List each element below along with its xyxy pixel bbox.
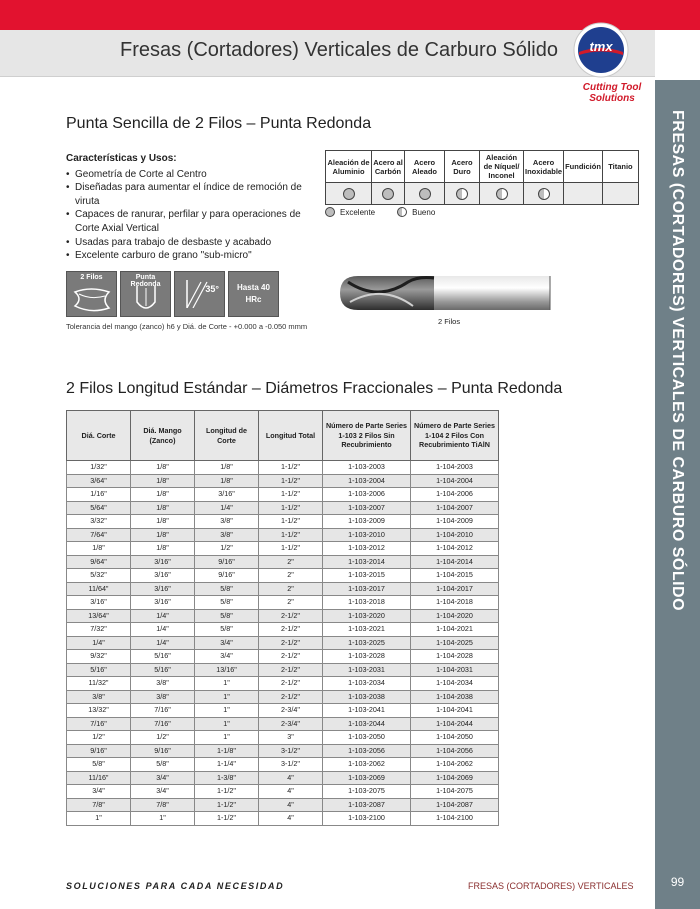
table-cell: 1/4" [131,636,195,650]
table-cell: 3/16" [195,488,259,502]
helix-angle-icon [174,271,225,317]
table-cell: 1/8" [131,461,195,475]
table-cell: 2-1/2" [259,650,323,664]
table-row [67,704,499,718]
feature-item: • Diseñadas para aumentar el índice de remoción de viruta [66,181,326,208]
table-cell: 13/16" [195,663,259,677]
table-cell: 1-104-2012 [411,542,499,556]
material-rating-cell [480,183,524,205]
table-cell: 1-1/4" [195,758,259,772]
page-number: 99 [670,875,685,889]
table-cell: 1-104-2010 [411,528,499,542]
table-cell: 3" [259,731,323,745]
excellent-dot-icon [419,188,431,200]
table-cell: 1-1/2" [259,474,323,488]
feature-item: • Geometría de Corte al Centro [66,168,326,182]
table-cell: 1-104-2014 [411,555,499,569]
material-header: Acero al Carbón [372,151,405,183]
table-cell: 5/64" [67,501,131,515]
table-cell: 5/8" [195,582,259,596]
table-cell: 1/16" [67,488,131,502]
table-cell: 1/8" [131,528,195,542]
features-list [66,168,326,263]
table-cell: 1/2" [131,731,195,745]
table-cell: 9/16" [195,555,259,569]
table-cell: 1-103-2007 [323,501,411,515]
feature-item: • Excelente carburo de grano "sub-micro" [66,249,326,263]
table-cell: 2-1/2" [259,663,323,677]
table-cell: 5/8" [195,623,259,637]
table-row [67,461,499,475]
table-row [67,758,499,772]
table-cell: 1/8" [195,461,259,475]
table-cell: 1-103-2004 [323,474,411,488]
table-cell: 1-103-2025 [323,636,411,650]
table-cell: 11/32" [67,677,131,691]
table-cell: 3/64" [67,474,131,488]
table-cell: 1-104-2069 [411,771,499,785]
table-cell: 3/16" [131,582,195,596]
table-cell: 3/4" [131,771,195,785]
table-cell: 2-1/2" [259,636,323,650]
table-cell: 13/32" [67,704,131,718]
table-cell: 1-104-2044 [411,717,499,731]
table-cell: 3/8" [195,528,259,542]
table-cell: 3/4" [195,650,259,664]
excellent-dot-icon [325,207,335,217]
table-cell: 1-103-2010 [323,528,411,542]
table-cell: 3-1/2" [259,758,323,772]
table-cell: 4" [259,812,323,826]
table-cell: 3/8" [131,690,195,704]
material-header: Aleación de Aluminio [326,151,372,183]
table-cell: 2-1/2" [259,677,323,691]
table-cell: 1-104-2056 [411,744,499,758]
good-dot-icon [496,188,508,200]
table-row [67,771,499,785]
table-cell: 3/8" [67,690,131,704]
material-rating-cell [405,183,445,205]
table-row [67,744,499,758]
tolerance-note: Tolerancia del mango (zanco) h6 y Diá. de Corte - +0.000 a -0.050 mmm [66,322,308,331]
table-cell: 1-104-2041 [411,704,499,718]
table-cell: 1/4" [131,609,195,623]
material-header: Acero Duro [445,151,480,183]
material-rating-cell [445,183,480,205]
table-row [67,582,499,596]
table-cell: 11/64" [67,582,131,596]
material-header: Aleación de Níquel/ Inconel [480,151,524,183]
table-cell: 1-104-2025 [411,636,499,650]
table-cell: 1-104-2004 [411,474,499,488]
table-cell: 1-104-2028 [411,650,499,664]
table-row [67,474,499,488]
table-cell: 7/32" [67,623,131,637]
feature-icon-row [66,271,279,317]
table-cell: 1-104-2009 [411,515,499,529]
features-heading: Características y Usos: [66,153,177,164]
table-row [67,569,499,583]
two-flute-icon [66,271,117,317]
table-row [67,609,499,623]
table-cell: 2" [259,555,323,569]
legend-good: Bueno [412,207,436,217]
table-row [67,636,499,650]
table-cell: 3/8" [131,677,195,691]
materials-table [325,150,639,205]
section-1-title: Punta Sencilla de 2 Filos – Punta Redonda [66,115,372,132]
table-cell: 1-103-2015 [323,569,411,583]
table-cell: 5/32" [67,569,131,583]
table-cell: 1/32" [67,461,131,475]
table-cell: 3/4" [195,636,259,650]
material-rating-cell [602,183,638,205]
table-row [67,555,499,569]
table-cell: 1-104-2007 [411,501,499,515]
ball-nose-icon [120,271,171,317]
table-cell: 9/16" [195,569,259,583]
page-title: Fresas (Cortadores) Verticales de Carburo Sólido [120,39,558,61]
footer-slogan: SOLUCIONES PARA CADA NECESIDAD [66,881,285,891]
table-cell: 13/64" [67,609,131,623]
table-row [67,785,499,799]
table-cell: 3/8" [195,515,259,529]
table-cell: 1/4" [195,501,259,515]
table-cell: 2" [259,596,323,610]
table-cell: 1-1/2" [259,461,323,475]
material-rating-cell [524,183,564,205]
table-cell: 1-103-2014 [323,555,411,569]
table-cell: 1-103-2100 [323,812,411,826]
table-row [67,501,499,515]
table-cell: 7/64" [67,528,131,542]
table-cell: 2-1/2" [259,690,323,704]
table-cell: 1/2" [195,542,259,556]
table-cell: 1-103-2075 [323,785,411,799]
good-dot-icon [456,188,468,200]
table-cell: 1-104-2075 [411,785,499,799]
icon-label: 2 Filos [80,274,103,281]
table-row [67,515,499,529]
footer-section: FRESAS (CORTADORES) VERTICALES [468,881,634,891]
table-cell: 2" [259,569,323,583]
table-cell: 1-104-2017 [411,582,499,596]
hardness-icon [228,271,279,317]
feature-item: • Capaces de ranurar, perfilar y para operaciones de Corte Axial Vertical [66,208,326,235]
column-header: Longitud de Corte [195,411,259,461]
table-row [67,542,499,556]
table-cell: 1-104-2038 [411,690,499,704]
table-cell: 1/8" [131,501,195,515]
table-cell: 1" [195,677,259,691]
table-cell: 1-103-2006 [323,488,411,502]
table-row [67,798,499,812]
good-dot-icon [397,207,407,217]
table-cell: 1-103-2012 [323,542,411,556]
table-cell: 9/64" [67,555,131,569]
column-header: Número de Parte Series 1-103 2 Filos Sin Recubrimiento [323,411,411,461]
table-row [67,812,499,826]
table-row [67,650,499,664]
logo-line-2: Solutions [589,93,635,104]
table-cell: 1" [195,704,259,718]
table-cell: 2-3/4" [259,717,323,731]
table-cell: 4" [259,785,323,799]
table-cell: 1-1/2" [259,501,323,515]
table-cell: 1/8" [131,542,195,556]
features-block [66,152,326,263]
table-cell: 7/16" [67,717,131,731]
logo-line-1: Cutting Tool [582,82,642,93]
table-cell: 7/16" [131,717,195,731]
excellent-dot-icon [343,188,355,200]
table-cell: 1-1/2" [259,528,323,542]
table-cell: 1-103-2028 [323,650,411,664]
table-cell: 1/8" [131,515,195,529]
table-cell: 1-1/2" [259,488,323,502]
table-cell: 1-103-2021 [323,623,411,637]
table-row [67,663,499,677]
column-header: Número de Parte Series 1-104 2 Filos Con Recubrimiento TiAlN [411,411,499,461]
material-rating-cell [564,183,603,205]
table-cell: 1-103-2003 [323,461,411,475]
table-cell: 1-103-2009 [323,515,411,529]
table-cell: 3/16" [67,596,131,610]
table-row [67,677,499,691]
table-cell: 1-103-2062 [323,758,411,772]
table-cell: 9/32" [67,650,131,664]
table-cell: 7/8" [67,798,131,812]
side-tab-label: FRESAS (CORTADORES) VERTICALES DE CARBURO SÓLIDO [669,110,686,612]
table-cell: 1-103-2031 [323,663,411,677]
good-dot-icon [538,188,550,200]
table-cell: 1-103-2041 [323,704,411,718]
table-row [67,690,499,704]
column-header: Diá. Mango (Zanco) [131,411,195,461]
feature-item: • Usadas para trabajo de desbaste y acabado [66,236,326,250]
table-cell: 7/8" [131,798,195,812]
table-row [67,731,499,745]
material-rating-cell [372,183,405,205]
excellent-dot-icon [382,188,394,200]
table-cell: 1-1/2" [195,785,259,799]
table-cell: 1/8" [131,488,195,502]
table-cell: 1" [195,690,259,704]
table-cell: 3/4" [131,785,195,799]
table-cell: 1-103-2050 [323,731,411,745]
material-header: Titanio [602,151,638,183]
table-cell: 5/16" [67,663,131,677]
table-row [67,528,499,542]
hardness-label: Hasta 40 [237,283,270,292]
icon-label: Punta Redonda [130,274,161,288]
table-cell: 5/8" [67,758,131,772]
table-cell: 1-1/8" [195,744,259,758]
table-cell: 1-1/2" [195,812,259,826]
table-row [67,623,499,637]
table-cell: 1-1/2" [195,798,259,812]
table-cell: 1-104-2018 [411,596,499,610]
table-cell: 1-104-2015 [411,569,499,583]
header-bar [0,30,655,77]
table-cell: 1-103-2087 [323,798,411,812]
table-cell: 1-103-2069 [323,771,411,785]
table-cell: 1-104-2034 [411,677,499,691]
logo-mark: tmx [589,39,613,54]
section-2-title: 2 Filos Longitud Estándar – Diámetros Fraccionales – Punta Redonda [66,380,563,397]
table-cell: 1-103-2018 [323,596,411,610]
table-cell: 1" [195,731,259,745]
table-cell: 3/32" [67,515,131,529]
table-cell: 11/16" [67,771,131,785]
legend-excellent: Excelente [340,207,376,217]
spec-table [66,410,499,826]
material-header: Fundición [564,151,603,183]
table-cell: 9/16" [131,744,195,758]
table-cell: 3/16" [131,596,195,610]
table-cell: 1-104-2087 [411,798,499,812]
table-cell: 1" [195,717,259,731]
table-cell: 1-1/2" [259,515,323,529]
table-cell: 1-104-2050 [411,731,499,745]
table-cell: 1-104-2021 [411,623,499,637]
column-header: Longitud Total [259,411,323,461]
table-cell: 1" [131,812,195,826]
table-cell: 5/8" [131,758,195,772]
material-header: Acero Aleado [405,151,445,183]
tool-caption: 2 Filos [438,317,461,326]
table-cell: 1/4" [131,623,195,637]
material-header: Acero Inoxidable [524,151,564,183]
table-row [67,488,499,502]
table-cell: 3/16" [131,569,195,583]
material-rating-cell [326,183,372,205]
table-cell: 1-103-2017 [323,582,411,596]
table-cell: 2-3/4" [259,704,323,718]
table-row [67,717,499,731]
table-cell: 7/16" [131,704,195,718]
table-cell: 1/8" [131,474,195,488]
table-cell: 5/16" [131,650,195,664]
table-cell: 1/8" [67,542,131,556]
table-cell: 5/16" [131,663,195,677]
table-cell: 3/4" [67,785,131,799]
table-cell: 1-1/2" [259,542,323,556]
table-cell: 1-103-2020 [323,609,411,623]
table-cell: 1-104-2006 [411,488,499,502]
table-cell: 5/8" [195,609,259,623]
table-cell: 1/2" [67,731,131,745]
table-cell: 1/4" [67,636,131,650]
table-row [67,596,499,610]
table-cell: 2-1/2" [259,609,323,623]
table-cell: 1/8" [195,474,259,488]
table-cell: 1-104-2062 [411,758,499,772]
table-cell: 1-3/8" [195,771,259,785]
logo-tagline [572,82,652,104]
table-cell: 3/16" [131,555,195,569]
table-cell: 2" [259,582,323,596]
table-cell: 1-104-2020 [411,609,499,623]
table-cell: 3-1/2" [259,744,323,758]
table-cell: 4" [259,798,323,812]
rating-legend [325,207,435,217]
table-cell: 1-103-2034 [323,677,411,691]
hardness-unit: HRc [245,295,262,304]
tmx-logo-icon [573,22,629,78]
end-mill-tool-icon [338,272,554,314]
table-cell: 1-104-2031 [411,663,499,677]
table-cell: 5/8" [195,596,259,610]
table-cell: 1-104-2003 [411,461,499,475]
table-cell: 4" [259,771,323,785]
table-cell: 9/16" [67,744,131,758]
table-cell: 1-103-2056 [323,744,411,758]
table-cell: 1-103-2044 [323,717,411,731]
table-cell: 1-103-2038 [323,690,411,704]
helix-angle-label: 35° [205,284,219,294]
table-cell: 2-1/2" [259,623,323,637]
table-cell: 1-104-2100 [411,812,499,826]
column-header: Diá. Corte [67,411,131,461]
table-cell: 1" [67,812,131,826]
